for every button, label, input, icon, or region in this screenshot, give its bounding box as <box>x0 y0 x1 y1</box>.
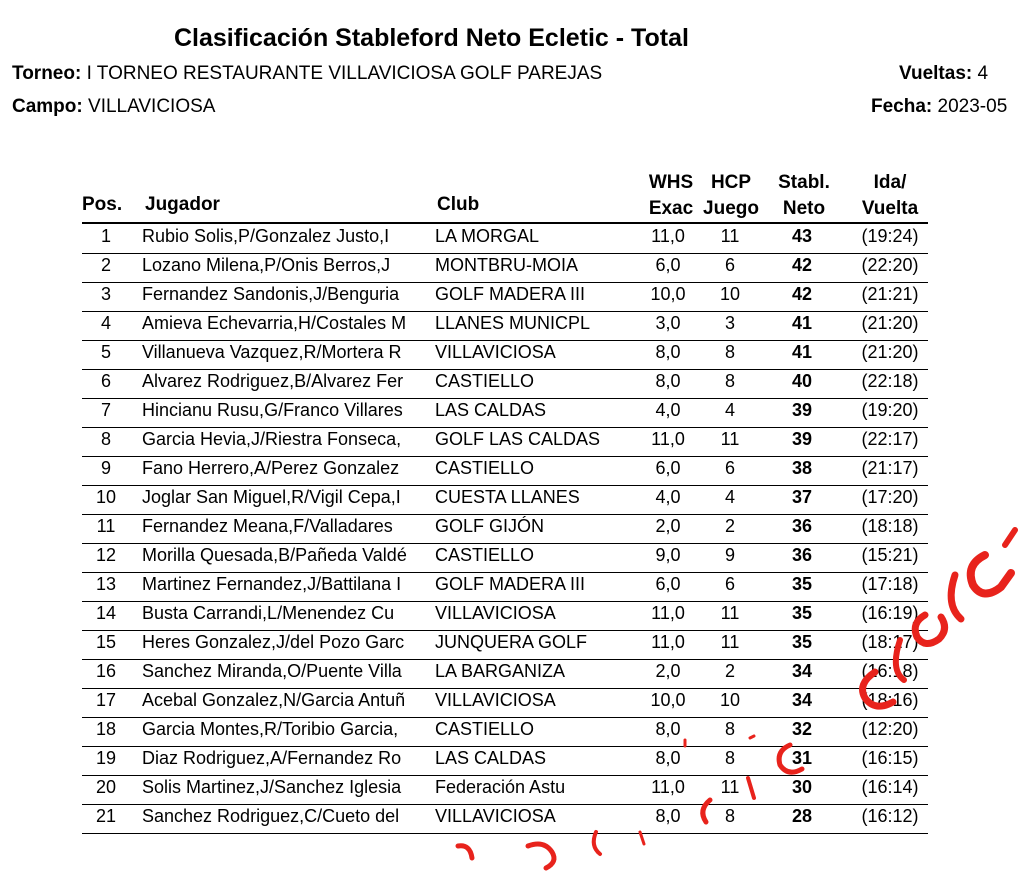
table-row <box>82 717 928 747</box>
stabl-neto-cell: 39 <box>791 429 813 449</box>
pos-cell: 1 <box>100 226 111 246</box>
jugador-cell: Martinez Fernandez,J/Battilana I <box>142 574 402 594</box>
whs-cell: 6,0 <box>655 574 681 594</box>
whs-cell: 10,0 <box>650 690 686 710</box>
table-row <box>82 224 928 254</box>
table-row <box>82 659 928 689</box>
col-whs-header-line1: WHS <box>648 172 694 193</box>
stabl-neto-cell: 39 <box>791 400 813 420</box>
hcp-cell: 9 <box>724 545 735 565</box>
ida-vuelta-cell: (21:17) <box>861 458 919 478</box>
table-row <box>82 630 928 660</box>
ida-vuelta-cell: (17:18) <box>861 574 919 594</box>
table-row <box>82 340 928 370</box>
table-row <box>82 456 928 486</box>
table-row <box>82 572 928 602</box>
club-cell: LA BARGANIZA <box>435 661 566 681</box>
club-cell: LAS CALDAS <box>435 400 547 420</box>
col-idavuelta-header-line2: Vuelta <box>861 198 919 219</box>
ida-vuelta-cell: (15:21) <box>861 545 919 565</box>
pos-cell: 20 <box>95 777 117 797</box>
pos-cell: 7 <box>100 400 111 420</box>
pos-cell: 9 <box>100 458 111 478</box>
whs-cell: 2,0 <box>655 661 681 681</box>
hcp-cell: 6 <box>724 458 735 478</box>
col-stabl-header <box>768 170 840 222</box>
vueltas-value: 4 <box>977 63 989 84</box>
stabl-neto-cell: 41 <box>791 342 813 362</box>
ida-vuelta-cell: (18:17) <box>861 632 919 652</box>
club-cell: CASTIELLO <box>435 719 535 739</box>
pos-cell: 16 <box>95 661 117 681</box>
whs-cell: 4,0 <box>655 487 681 507</box>
hcp-cell: 6 <box>724 574 735 594</box>
stabl-neto-cell: 34 <box>791 690 813 710</box>
whs-cell: 11,0 <box>651 429 685 449</box>
col-stabl-header-line1: Stabl. <box>778 172 830 193</box>
hcp-cell: 4 <box>724 487 735 507</box>
club-cell: CUESTA LLANES <box>435 487 580 507</box>
table-row <box>82 601 928 631</box>
hcp-cell: 8 <box>724 371 735 391</box>
jugador-cell: Morilla Quesada,B/Pañeda Valdé <box>142 545 407 565</box>
campo-value: VILLAVICIOSA <box>88 96 216 117</box>
club-cell: LA MORGAL <box>435 226 540 246</box>
ida-vuelta-cell: (18:16) <box>861 690 919 710</box>
pos-cell: 3 <box>100 284 111 304</box>
club-cell: CASTIELLO <box>435 545 535 565</box>
jugador-cell: Joglar San Miguel,R/Vigil Cepa,I <box>142 487 401 507</box>
pos-cell: 19 <box>95 748 117 768</box>
hcp-cell: 11 <box>720 603 740 623</box>
jugador-cell: Rubio Solis,P/Gonzalez Justo,I <box>142 226 390 246</box>
pos-cell: 4 <box>100 313 111 333</box>
jugador-cell: Heres Gonzalez,J/del Pozo Garc <box>142 632 405 652</box>
table-row <box>82 746 928 776</box>
campo-line <box>12 96 215 118</box>
whs-cell: 8,0 <box>655 371 681 391</box>
table-row <box>82 485 928 515</box>
vueltas-label: Vueltas: <box>899 63 973 84</box>
campo-label: Campo: <box>12 96 83 117</box>
stabl-neto-cell: 31 <box>791 748 813 768</box>
stabl-neto-cell: 30 <box>791 777 813 797</box>
stabl-neto-cell: 34 <box>791 661 813 681</box>
table-row <box>82 775 928 805</box>
pos-cell: 6 <box>100 371 111 391</box>
ida-vuelta-cell: (22:20) <box>861 255 919 275</box>
jugador-cell: Amieva Echevarria,H/Costales M <box>142 313 407 333</box>
jugador-cell: Sanchez Miranda,O/Puente Villa <box>142 661 402 681</box>
table-row <box>82 282 928 312</box>
stabl-neto-cell: 37 <box>791 487 813 507</box>
club-cell: GOLF GIJÓN <box>435 516 545 536</box>
whs-cell: 10,0 <box>650 284 686 304</box>
ida-vuelta-cell: (12:20) <box>861 719 919 739</box>
ida-vuelta-cell: (16:14) <box>861 777 919 797</box>
jugador-cell: Alvarez Rodriguez,B/Alvarez Fer <box>142 371 404 391</box>
hcp-cell: 4 <box>724 400 735 420</box>
stabl-neto-cell: 38 <box>791 458 813 478</box>
pos-cell: 8 <box>100 429 111 449</box>
club-cell: JUNQUERA GOLF <box>435 632 588 652</box>
table-row <box>82 427 928 457</box>
col-jugador-header: Jugador <box>145 194 220 215</box>
club-cell: VILLAVICIOSA <box>435 806 556 826</box>
club-cell: MONTBRU-MOIA <box>435 255 578 275</box>
hcp-cell: 8 <box>724 748 735 768</box>
whs-cell: 6,0 <box>655 458 681 478</box>
whs-cell: 11,0 <box>651 603 685 623</box>
jugador-cell: Garcia Hevia,J/Riestra Fonseca, <box>142 429 402 449</box>
hcp-cell: 2 <box>724 516 735 536</box>
stabl-neto-cell: 41 <box>791 313 813 333</box>
pos-cell: 21 <box>95 806 117 826</box>
hcp-cell: 11 <box>720 226 740 246</box>
pos-cell: 15 <box>95 632 117 652</box>
whs-cell: 8,0 <box>655 342 681 362</box>
table-row <box>82 369 928 399</box>
col-idavuelta-header-line1: Ida/ <box>873 172 907 193</box>
vueltas-line <box>899 63 988 85</box>
hcp-cell: 3 <box>724 313 735 333</box>
jugador-cell: Solis Martinez,J/Sanchez Iglesia <box>142 777 402 797</box>
col-hcp-header-line2: Juego <box>703 198 759 219</box>
ida-vuelta-cell: (22:18) <box>861 371 919 391</box>
ida-vuelta-cell: (21:20) <box>861 342 919 362</box>
pos-cell: 13 <box>95 574 117 594</box>
club-cell: GOLF MADERA III <box>435 284 586 304</box>
whs-cell: 8,0 <box>655 719 681 739</box>
jugador-cell: Sanchez Rodriguez,C/Cueto del <box>142 806 400 826</box>
club-cell: VILLAVICIOSA <box>435 690 556 710</box>
stabl-neto-cell: 35 <box>791 603 813 623</box>
col-whs-header <box>643 170 699 222</box>
hcp-cell: 6 <box>724 255 735 275</box>
ida-vuelta-cell: (16:15) <box>861 748 919 768</box>
ida-vuelta-cell: (19:20) <box>861 400 919 420</box>
col-idavuelta-header <box>852 170 928 222</box>
club-cell: VILLAVICIOSA <box>435 342 556 362</box>
whs-cell: 11,0 <box>651 226 685 246</box>
table-row <box>82 543 928 573</box>
torneo-value: I TORNEO RESTAURANTE VILLAVICIOSA GOLF PAREJAS <box>86 63 603 84</box>
pos-cell: 11 <box>96 516 116 536</box>
col-stabl-header-line2: Neto <box>782 198 826 219</box>
ida-vuelta-cell: (17:20) <box>861 487 919 507</box>
jugador-cell: Fernandez Meana,F/Valladares <box>142 516 393 536</box>
hcp-cell: 8 <box>724 806 735 826</box>
whs-cell: 8,0 <box>655 748 681 768</box>
fecha-label: Fecha: <box>871 96 933 117</box>
jugador-cell: Hincianu Rusu,G/Franco Villares <box>142 400 403 420</box>
club-cell: CASTIELLO <box>435 371 535 391</box>
col-hcp-header-line1: HCP <box>710 172 752 193</box>
jugador-cell: Lozano Milena,P/Onis Berros,J <box>142 255 391 275</box>
ida-vuelta-cell: (16:18) <box>861 661 919 681</box>
table-row <box>82 311 928 341</box>
pos-cell: 14 <box>95 603 117 623</box>
col-pos-header: Pos. <box>82 194 123 215</box>
jugador-cell: Fernandez Sandonis,J/Benguria <box>142 284 400 304</box>
jugador-cell: Diaz Rodriguez,A/Fernandez Ro <box>142 748 402 768</box>
jugador-cell: Fano Herrero,A/Perez Gonzalez <box>142 458 400 478</box>
whs-cell: 11,0 <box>651 777 685 797</box>
club-cell: LLANES MUNICPL <box>435 313 591 333</box>
pos-cell: 18 <box>95 719 117 739</box>
table-row <box>82 514 928 544</box>
table-row <box>82 398 928 428</box>
jugador-cell: Villanueva Vazquez,R/Mortera R <box>142 342 402 362</box>
pos-cell: 2 <box>100 255 111 275</box>
col-hcp-header <box>700 170 762 222</box>
jugador-cell: Busta Carrandi,L/Menendez Cu <box>142 603 395 623</box>
torneo-line <box>12 63 602 85</box>
stabl-neto-cell: 42 <box>791 284 813 304</box>
club-cell: VILLAVICIOSA <box>435 603 556 623</box>
pos-cell: 12 <box>95 545 117 565</box>
jugador-cell: Garcia Montes,R/Toribio Garcia, <box>142 719 399 739</box>
hcp-cell: 10 <box>719 690 741 710</box>
table-row <box>82 688 928 718</box>
ida-vuelta-cell: (16:19) <box>861 603 919 623</box>
whs-cell: 9,0 <box>655 545 681 565</box>
whs-cell: 3,0 <box>655 313 681 333</box>
hcp-cell: 8 <box>724 342 735 362</box>
stabl-neto-cell: 36 <box>791 545 813 565</box>
club-cell: GOLF LAS CALDAS <box>435 429 601 449</box>
table-row <box>82 253 928 283</box>
document-title: Clasificación Stableford Neto Ecletic - Total <box>174 24 689 52</box>
stabl-neto-cell: 35 <box>791 574 813 594</box>
pos-cell: 10 <box>95 487 117 507</box>
col-whs-header-line2: Exac <box>648 198 694 219</box>
stabl-neto-cell: 35 <box>791 632 813 652</box>
ida-vuelta-cell: (21:21) <box>861 284 919 304</box>
whs-cell: 2,0 <box>655 516 681 536</box>
pos-cell: 17 <box>95 690 117 710</box>
club-cell: Federación Astu <box>435 777 566 797</box>
whs-cell: 4,0 <box>655 400 681 420</box>
fecha-line <box>871 96 1007 118</box>
fecha-value: 2023-05 <box>937 96 1008 117</box>
whs-cell: 11,0 <box>651 632 685 652</box>
ida-vuelta-cell: (16:12) <box>861 806 919 826</box>
stabl-neto-cell: 28 <box>791 806 813 826</box>
stabl-neto-cell: 42 <box>791 255 813 275</box>
hcp-cell: 11 <box>720 429 740 449</box>
club-cell: GOLF MADERA III <box>435 574 586 594</box>
stabl-neto-cell: 43 <box>791 226 813 246</box>
stabl-neto-cell: 32 <box>791 719 813 739</box>
ida-vuelta-cell: (21:20) <box>861 313 919 333</box>
club-cell: CASTIELLO <box>435 458 535 478</box>
whs-cell: 8,0 <box>655 806 681 826</box>
club-cell: LAS CALDAS <box>435 748 547 768</box>
hcp-cell: 11 <box>720 777 740 797</box>
ida-vuelta-cell: (18:18) <box>861 516 919 536</box>
stabl-neto-cell: 40 <box>791 371 813 391</box>
pos-cell: 5 <box>100 342 111 362</box>
hcp-cell: 2 <box>724 661 735 681</box>
jugador-cell: Acebal Gonzalez,N/Garcia Antuñ <box>142 690 406 710</box>
whs-cell: 6,0 <box>655 255 681 275</box>
col-club-header: Club <box>437 194 480 215</box>
ida-vuelta-cell: (19:24) <box>861 226 919 246</box>
torneo-label: Torneo: <box>12 63 82 84</box>
hcp-cell: 8 <box>724 719 735 739</box>
hcp-cell: 11 <box>720 632 740 652</box>
stabl-neto-cell: 36 <box>791 516 813 536</box>
table-row <box>82 804 928 834</box>
hcp-cell: 10 <box>719 284 741 304</box>
ida-vuelta-cell: (22:17) <box>861 429 919 449</box>
